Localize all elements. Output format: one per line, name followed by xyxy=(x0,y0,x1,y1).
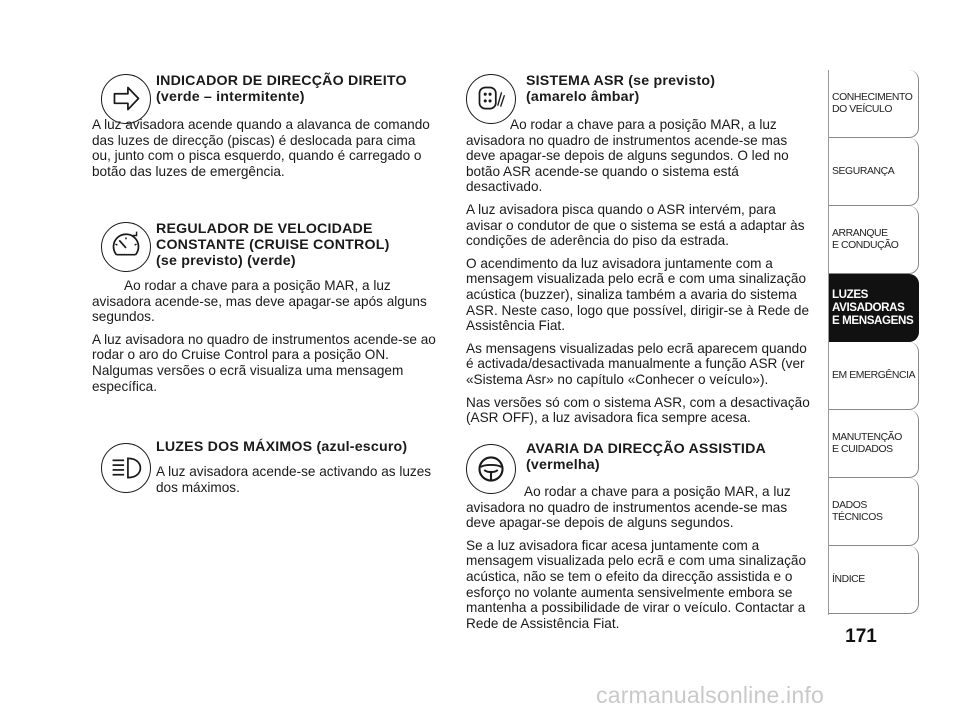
title-line: (verde – intermitente) xyxy=(156,88,305,105)
section-body xyxy=(466,484,812,638)
paragraph: Ao rodar a chave para a posição MAR, a luz avisadora no quadro de instrumentos acende-se mas deve apagar-se depois de alguns segundos. O led no botão ASR acende-se quando o sistema está desactivado. xyxy=(466,117,789,195)
title-line: (amarelo âmbar) xyxy=(526,88,640,105)
paragraph: A luz avisadora no quadro de instrumentos acende-se ao rodar o aro do Cruise Control para a posição ON. Nalgumas versões o ecrã visualiza uma mensagem específica. xyxy=(92,331,436,394)
sidebar-tab-emergencia[interactable]: EM EMERGÊNCIA xyxy=(829,342,919,410)
title-line: (vermelha) xyxy=(526,456,600,473)
section-body xyxy=(92,278,438,401)
section-title xyxy=(156,440,446,456)
paragraph: A luz avisadora pisca quando o ASR intervém, para avisar o condutor de que o sistema se está a adaptar às condições de aderência do piso da estrada. xyxy=(466,201,805,249)
title-line: CONSTANTE (CRUISE CONTROL) xyxy=(156,236,390,253)
paragraph: Ao rodar a chave para a posição MAR, a luz avisadora no quadro de instrumentos acende-se mas deve apagar-se depois de alguns segundos. xyxy=(466,484,791,531)
paragraph: As mensagens visualizadas pelo ecrã aparecem quando é activada/desactivada manualmente a função ASR (ver «Sistema Asr» no capítulo «Conhecer o veículo»). xyxy=(466,340,807,387)
title-line: INDICADOR DE DIRECÇÃO DIREITO xyxy=(156,73,407,89)
sidebar-tab-manutencao[interactable]: MANUTENÇÃO E CUIDADOS xyxy=(829,410,919,478)
paragraph: Se a luz avisadora ficar acesa juntamente com a mensagem visualizada pelo ecrã e com uma sinalização acústica, não se tem o efeito da direcção assistida e o esforço no volante aumenta sensivelmente embora se mantenha a possibilidade de virar o veículo. Contactar a Rede de Assistência Fiat. xyxy=(466,537,807,631)
title-line: (se previsto) (verde) xyxy=(156,252,296,269)
page-number: 171 xyxy=(845,626,877,647)
paragraph: O acendimento da luz avisadora juntamente com a mensagem visualizada pelo ecrã e com uma sinalização acústica (buzzer), sinaliza também a avaria do sistema ASR. Neste caso, logo que possível, dirigir-se à Rede de Assistência Fiat. xyxy=(466,255,810,334)
sidebar-tab-luzes-avisadoras[interactable]: LUZES AVISADORAS E MENSAGENS xyxy=(829,274,919,342)
sidebar-tab-indice[interactable]: ÍNDICE xyxy=(829,546,919,614)
high-beam-icon xyxy=(101,443,151,493)
paragraph: A luz avisadora acende-se activando as luzes dos máximos. xyxy=(156,464,432,495)
watermark: carmanualsonline.info xyxy=(596,682,824,708)
section-body xyxy=(92,117,438,186)
title-line: AVARIA DA DIRECÇÃO ASSISTIDA xyxy=(526,441,766,457)
paragraph: Nas versões só com o sistema ASR, com a desactivação (ASR OFF), a luz avisadora fica sempre acesa. xyxy=(466,394,810,426)
section-body xyxy=(156,464,438,502)
sidebar-tab-seguranca[interactable]: SEGURANÇA xyxy=(829,138,919,206)
cruise-control-speedometer-icon xyxy=(101,222,151,272)
title-line: SISTEMA ASR (se previsto) xyxy=(526,73,716,89)
section-title xyxy=(526,74,812,106)
title-line: REGULADOR DE VELOCIDADE xyxy=(156,221,373,237)
section-body xyxy=(466,117,812,433)
section-title xyxy=(526,442,812,474)
paragraph: A luz avisadora acende quando a alavanca de comando das luzes de direcção (piscas) é deslocada para cima ou, junto com o pisca esquerdo, quando é carregado o botão das luzes de emergência. xyxy=(92,117,430,179)
paragraph: Ao rodar a chave para a posição MAR, a luz avisadora acende-se, mas deve apagar-se após alguns segundos. xyxy=(92,278,427,325)
section-title xyxy=(156,222,446,269)
chapter-sidebar xyxy=(828,70,919,615)
sidebar-tab-arranque[interactable]: ARRANQUE E CONDUÇÃO xyxy=(829,206,919,274)
section-title xyxy=(156,74,446,106)
sidebar-tab-dados-tecnicos[interactable]: DADOS TÉCNICOS xyxy=(829,478,919,546)
sidebar-tab-conhecimento[interactable]: CONHECIMENTO DO VEÍCULO xyxy=(829,70,919,138)
title-line: LUZES DOS MÁXIMOS (azul-escuro) xyxy=(156,439,408,455)
